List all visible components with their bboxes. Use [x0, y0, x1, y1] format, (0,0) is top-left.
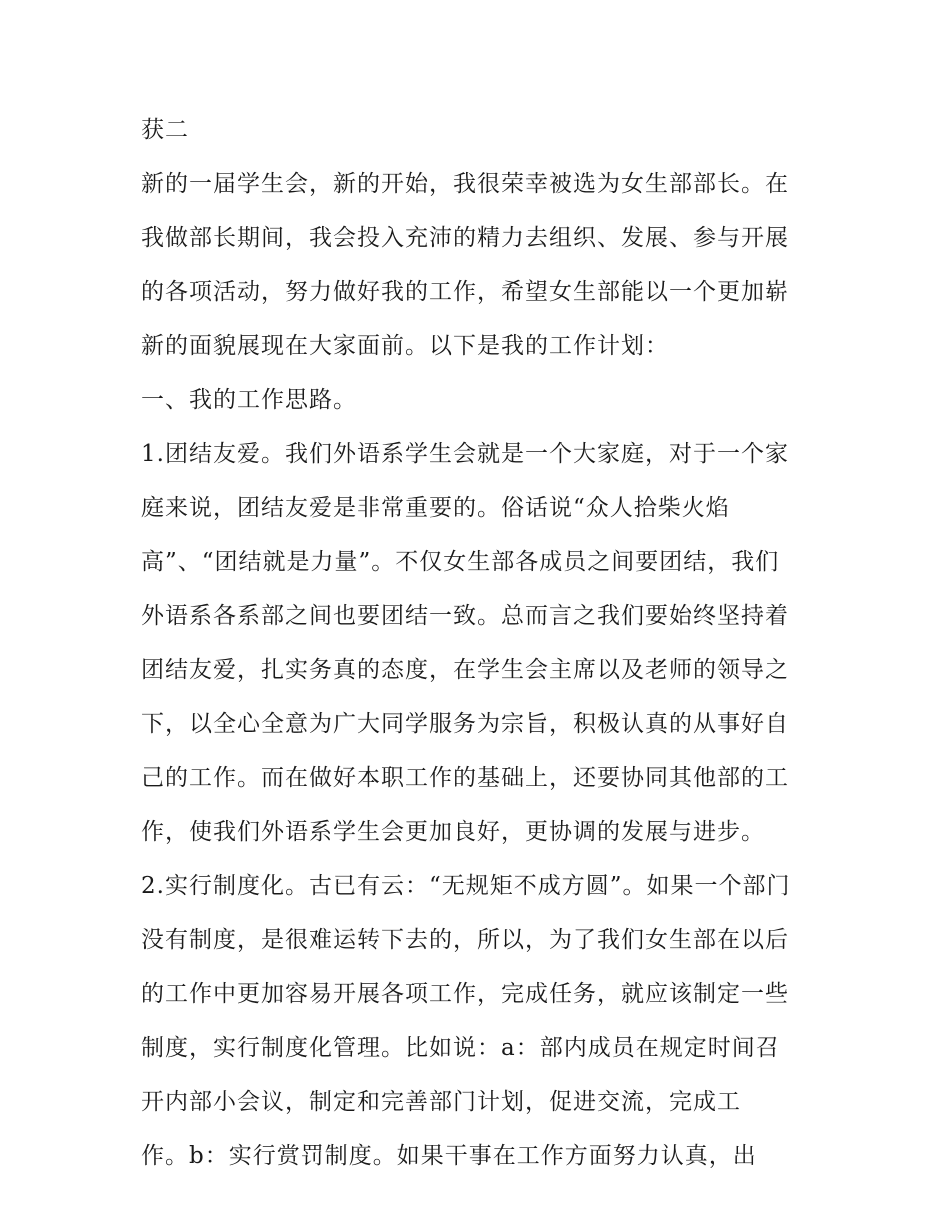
text-line: 高”、“团结就是力量”。不仅女生部各成员之间要团结，我们	[141, 549, 780, 575]
text-line: 作，使我们外语系学生会更加良好，更协调的发展与进步。	[141, 819, 765, 845]
text-line: 我做部长期间，我会投入充沛的精力去组织、发展、参与开展	[141, 225, 789, 251]
section-heading: 一、我的工作思路。	[141, 387, 357, 413]
text-line: 新的面貌展现在大家面前。以下是我的工作计划：	[141, 333, 669, 359]
text-line: 的各项活动，努力做好我的工作，希望女生部能以一个更加崭	[141, 279, 789, 305]
text-line: 外语系各系部之间也要团结一致。总而言之我们要始终坚持着	[141, 603, 789, 629]
text-line: 2.实行制度化。古已有云：“无规矩不成方圆”。如果一个部门	[141, 873, 791, 899]
text-line: 开内部小会议，制定和完善部门计划，促进交流，完成工	[141, 1089, 741, 1115]
text-line: 下，以全心全意为广大同学服务为宗旨，积极认真的从事好自	[141, 711, 789, 737]
text-line: 团结友爱，扎实务真的态度，在学生会主席以及老师的领导之	[141, 657, 789, 683]
document-body	[141, 110, 821, 1190]
text-line: 作。b：实行赏罚制度。如果干事在工作方面努力认真，出	[141, 1143, 757, 1169]
heading-line: 获二	[141, 117, 189, 143]
text-line: 新的一届学生会，新的开始，我很荣幸被选为女生部部长。在	[141, 171, 789, 197]
text-line: 的工作中更加容易开展各项工作，完成任务，就应该制定一些	[141, 981, 789, 1007]
text-line: 庭来说，团结友爱是非常重要的。俗话说“众人拾柴火焰	[141, 495, 730, 521]
text-line: 制度，实行制度化管理。比如说：a：部内成员在规定时间召	[141, 1035, 780, 1061]
text-line: 1.团结友爱。我们外语系学生会就是一个大家庭，对于一个家	[141, 441, 789, 467]
text-line: 没有制度，是很难运转下去的，所以，为了我们女生部在以后	[141, 927, 789, 953]
text-line: 己的工作。而在做好本职工作的基础上，还要协同其他部的工	[141, 765, 789, 791]
